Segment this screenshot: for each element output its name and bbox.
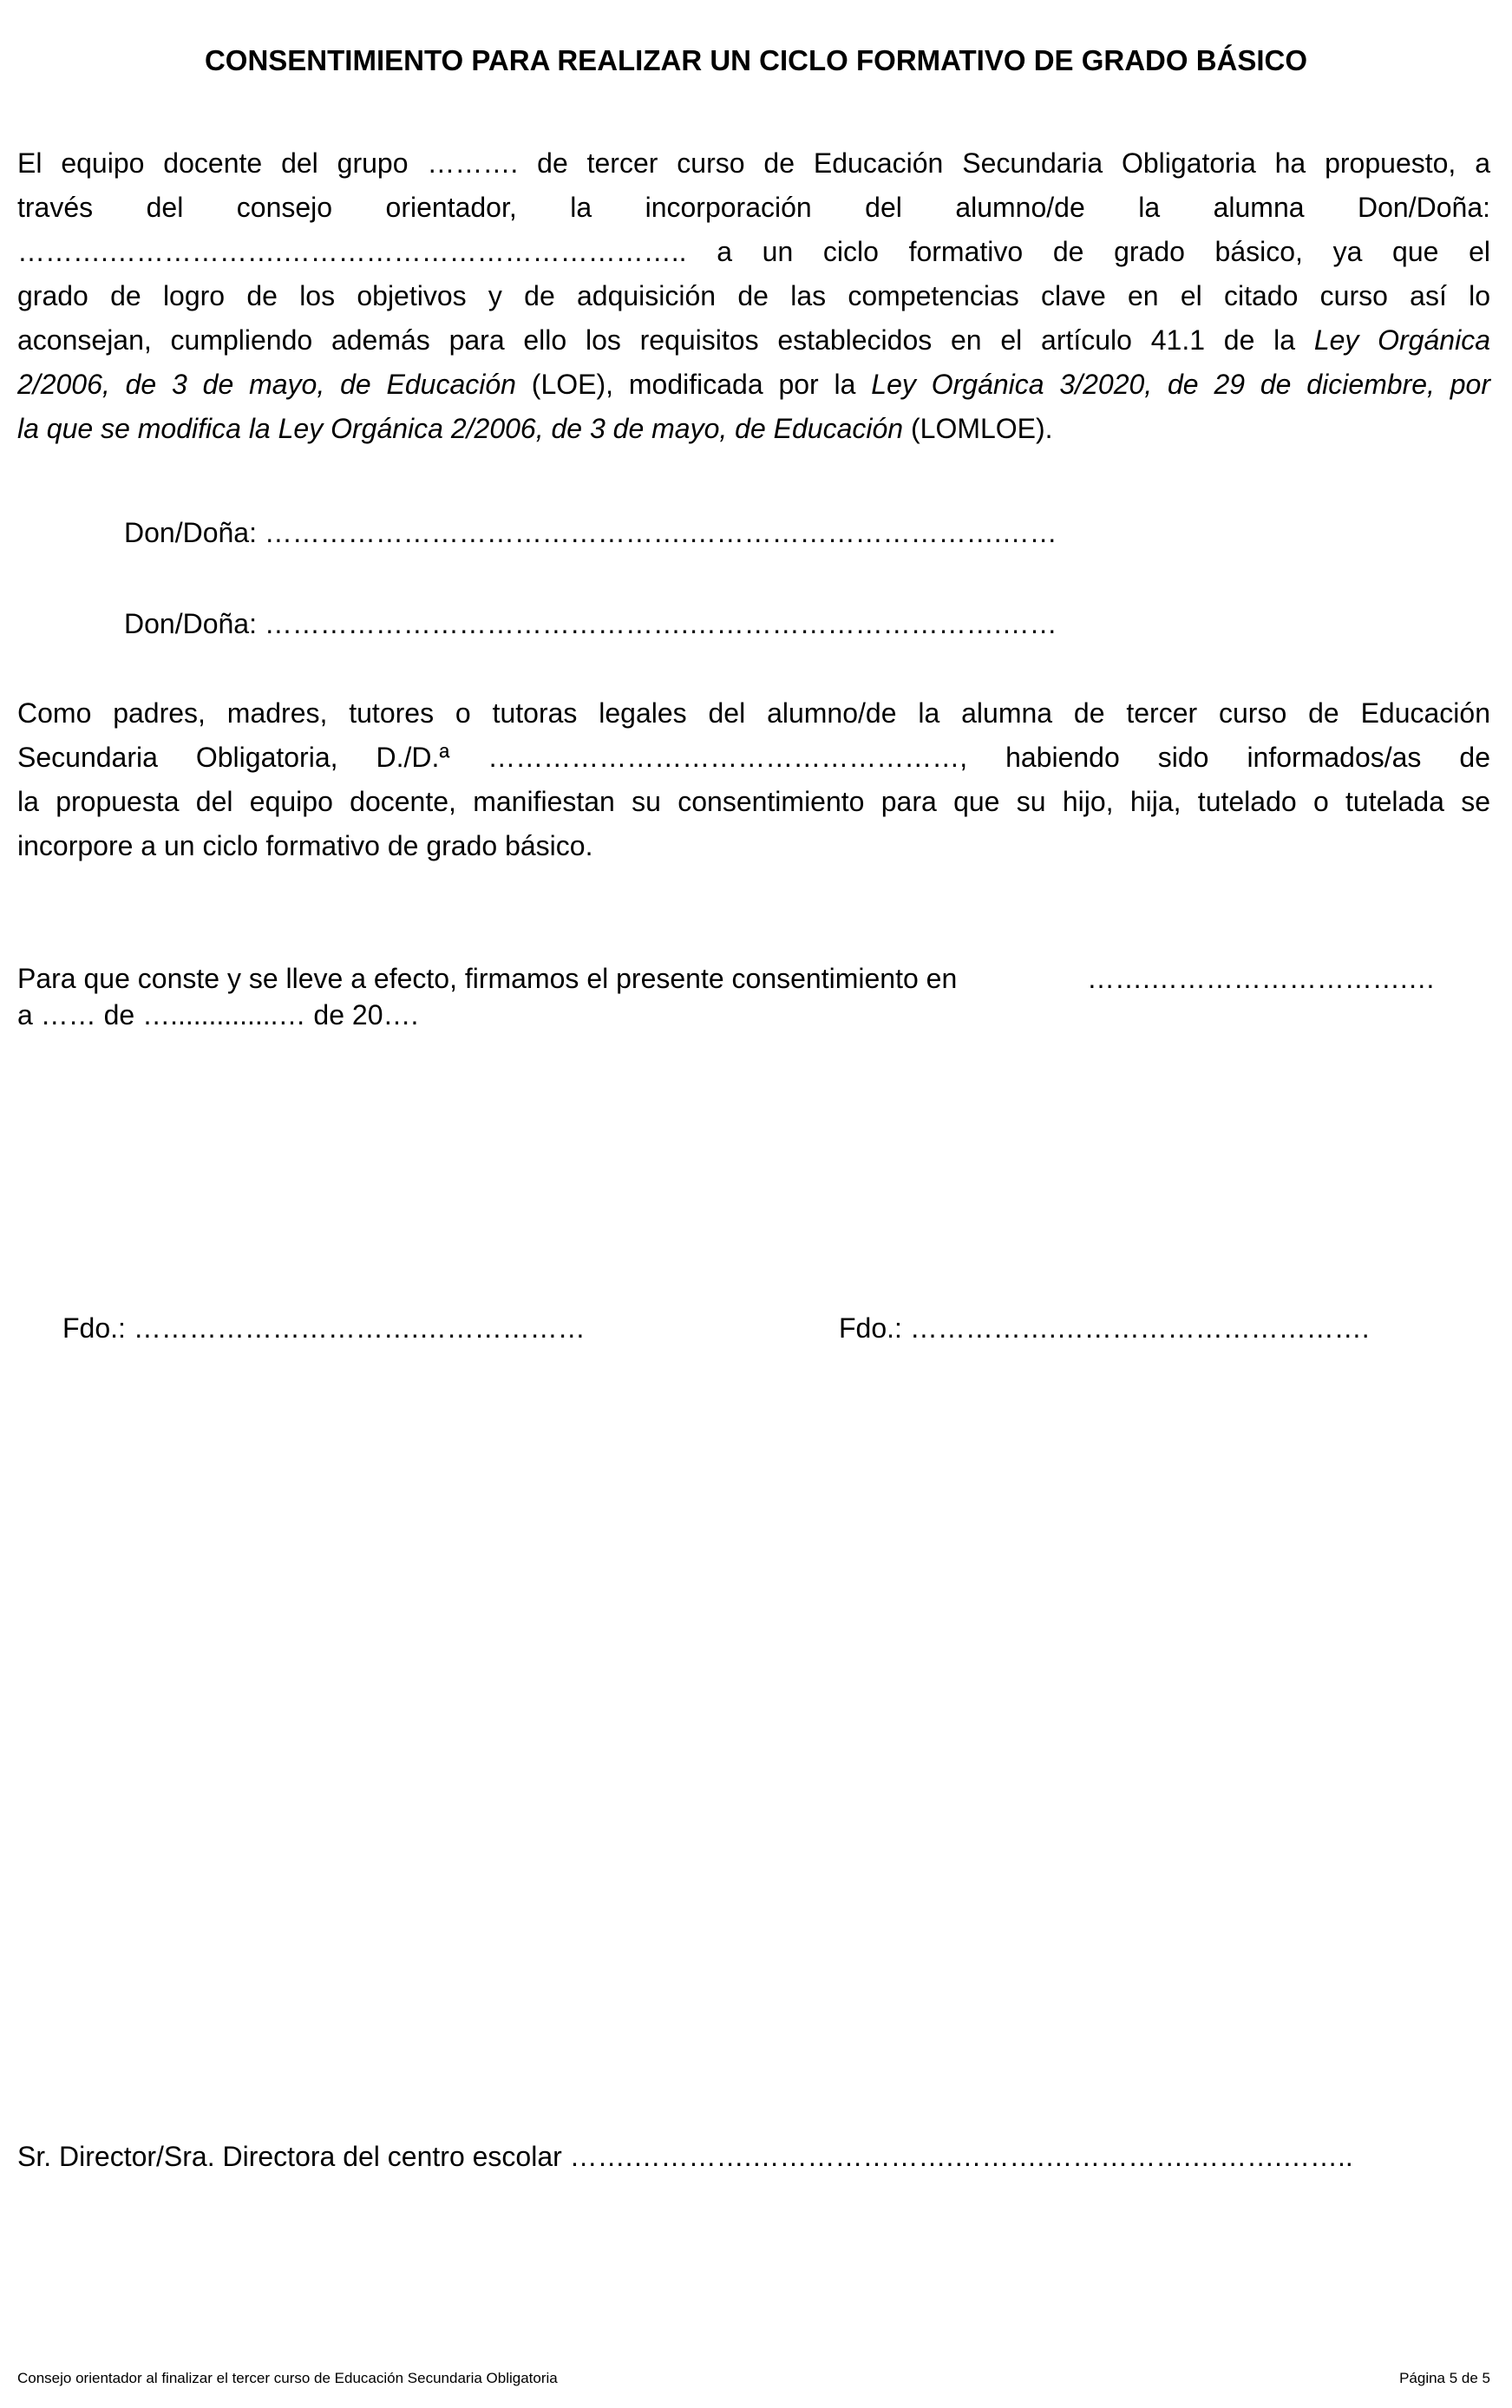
parents-line-3: la propuesta del equipo docente, manifiestan su consentimiento para que su hijo, hija, tutelado o tutelada se [17,786,1490,817]
don-dona-field-2[interactable]: Don/Doña: ……………………………………….…………………………….…… [124,608,1057,639]
consent-date-field[interactable]: a …… de …..............… de 20…. [17,999,419,1031]
proposal-line-4: grado de logro de los objetivos y de adquisición de las competencias clave en el citado curso así lo [17,280,1490,311]
proposal-line-3: ……….……………….…………………………………….. a un ciclo formativo de grado básico, ya que el [17,236,1490,267]
proposal-line-2: través del consejo orientador, la incorporación del alumno/de la alumna Don/Doña: [17,192,1490,223]
parents-line-2: Secundaria Obligatoria, D./D.ª ……………………………………………, habiendo sido informados/as de [17,742,1490,773]
proposal-line-1: El equipo docente del grupo ………. de tercer curso de Educación Secundaria Obligatoria ha propuesto, a [17,147,1490,179]
director-line[interactable]: Sr. Director/Sra. Directora del centro escolar …….………….………………….……….…………….……….…….. [17,2141,1353,2172]
signature-left[interactable]: Fdo.: ………………………….……………… [62,1312,586,1344]
proposal-paragraph [17,141,1490,451]
don-dona-field-1[interactable]: Don/Doña: ……………………………………….…………………………….…… [124,517,1057,548]
consent-place-field[interactable]: …….……………………….… [1087,963,1436,994]
signature-right[interactable]: Fdo.: …………….……………………………. [839,1312,1370,1344]
parents-line-1: Como padres, madres, tutores o tutoras legales del alumno/de la alumna de tercer curso de Educación [17,697,1490,729]
footer-left: Consejo orientador al finalizar el tercer curso de Educación Secundaria Obligatoria [17,2370,558,2386]
proposal-line-6 [17,363,1490,407]
law-reference-loe: 2/2006, de 3 de mayo, de Educación [17,369,516,400]
parents-paragraph [17,691,1490,868]
footer-page-number: Página 5 de 5 [1399,2370,1490,2386]
proposal-line-7-text: (LOMLOE). [903,413,1053,444]
proposal-line-6-text: (LOE), modificada por la [515,369,872,400]
proposal-line-5-text: aconsejan, cumpliendo además para ello los requisitos establecidos en el artículo 41.1 de la [17,324,1314,356]
parents-line-4: incorpore a un ciclo formativo de grado básico. [17,830,593,861]
law-reference-loe-start: Ley Orgánica [1313,324,1491,356]
law-reference-lomloe-start: Ley Orgánica 3/2020, de 29 de diciembre, por [871,369,1491,400]
document-title: CONSENTIMIENTO PARA REALIZAR UN CICLO FORMATIVO DE GRADO BÁSICO [204,44,1308,76]
law-reference-lomloe: la que se modifica la Ley Orgánica 2/2006, de 3 de mayo, de Educación [17,413,904,444]
proposal-line-5 [17,318,1490,363]
proposal-line-7 [17,407,1490,451]
consent-statement: Para que conste y se lleve a efecto, firmamos el presente consentimiento en [17,963,958,994]
